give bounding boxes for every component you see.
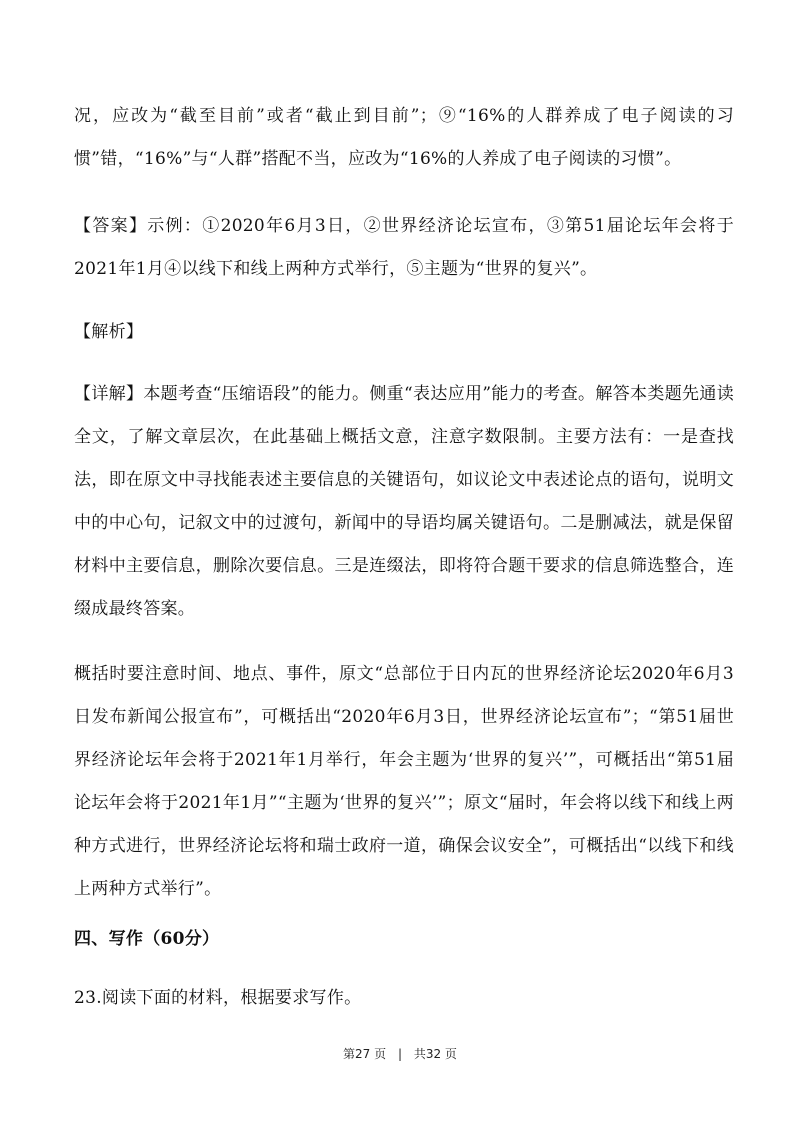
answer-text: 【答案】示例：①2020年6月3日，②世界经济论坛宣布，③第51届论坛年会将于2021年1月④以线下和线上两种方式举行，⑤主题为“世界的复兴”。	[74, 216, 734, 279]
paragraph-correction-continued	[74, 95, 734, 181]
analysis-heading-text: 【解析】	[74, 322, 144, 342]
summary-text: 概括时要注意时间、地点、事件，原文“总部位于日内瓦的世界经济论坛2020年6月3日发布新闻公报宣布”，可概括出“2020年6月3日，世界经济论坛宣布”；“第51届世界经济论坛年会将于2021年1月举行，年会主题为‘世界的复兴’”，可概括出“第51届论坛年会将于2021年1月”“主题为‘世界的复兴’”；原文“届时，年会将以线下和线上两种方式进行，世界经济论坛将和瑞士政府一道，确保会议安全”，可概括出“以线下和线上两种方式举行”。	[74, 664, 734, 899]
detail-text: 【详解】本题考查“压缩语段”的能力。侧重“表达应用”能力的考查。解答本类题先通读全文，了解文章层次，在此基础上概括文意，注意字数限制。主要方法有：一是查找法，即在原文中寻找能表述主要信息的关键语句，如议论文中表述论点的语句，说明文中的中心句，记叙文中的过渡句，新闻中的导语均属关键语句。二是删减法，就是保留材料中主要信息，删除次要信息。三是连缀法，即将符合题干要求的信息筛选整合，连缀成最终答案。	[74, 384, 734, 619]
question-text: 23.阅读下面的材料，根据要求写作。	[74, 988, 362, 1008]
summary-paragraph	[74, 653, 734, 911]
answer-paragraph	[74, 205, 734, 291]
detail-paragraph	[74, 373, 734, 631]
paragraph-text: 况，应改为“截至目前”或者“截止到目前”；⑨“16%的人群养成了电子阅读的习惯”错，“16%”与“人群”搭配不当，应改为“16%的人养成了电子阅读的习惯”。	[74, 106, 734, 169]
section-heading	[74, 918, 734, 961]
footer-separator: |	[397, 1047, 403, 1061]
question-paragraph	[74, 977, 734, 1020]
section-heading-text: 四、写作（60分）	[74, 929, 220, 949]
analysis-heading	[74, 311, 734, 354]
page-number-total: 共32 页	[413, 1047, 457, 1061]
page-footer	[0, 1045, 800, 1062]
page-number-current: 第27 页	[343, 1047, 387, 1061]
